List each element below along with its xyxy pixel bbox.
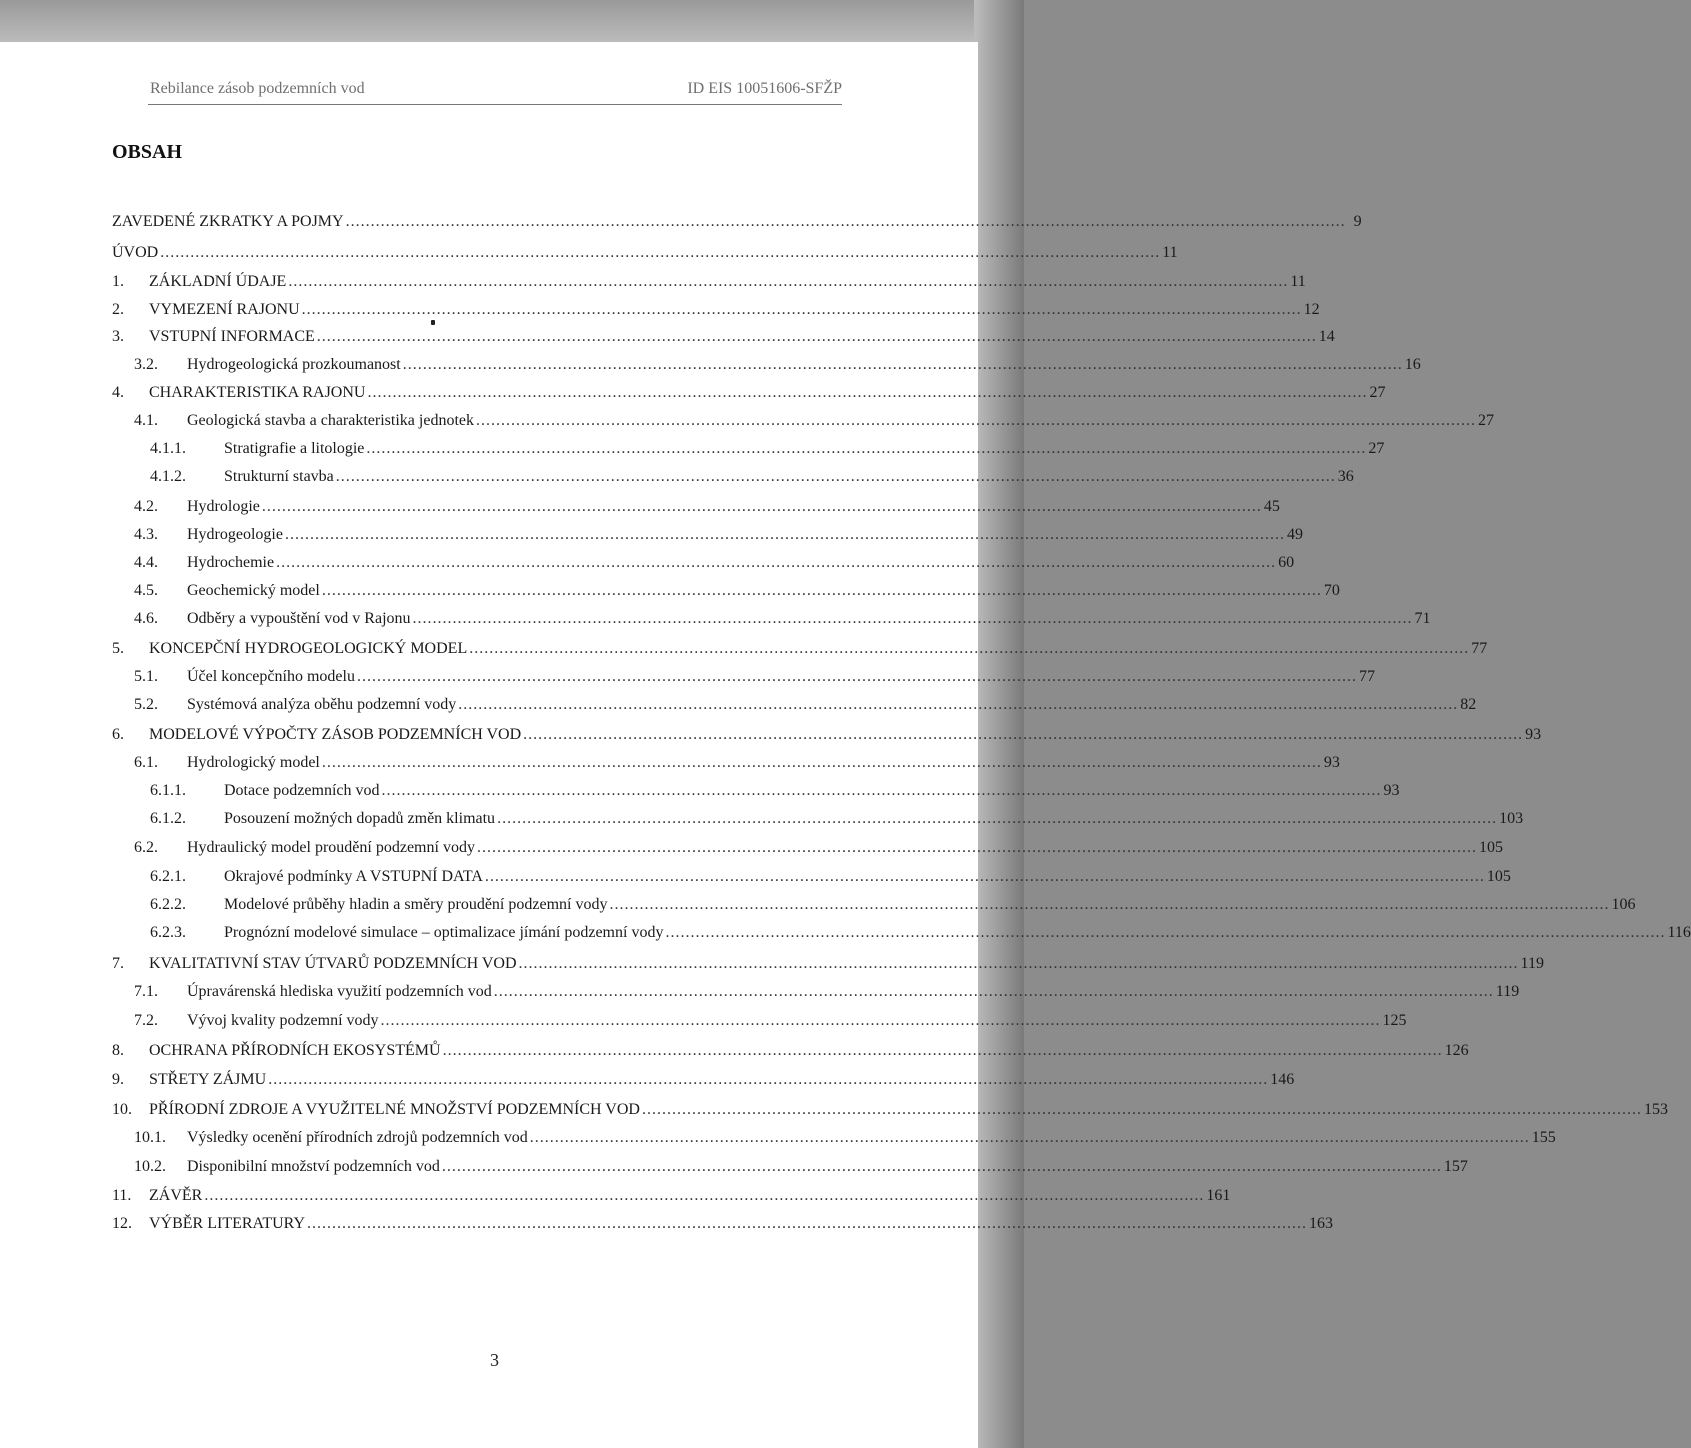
toc-leader-dots: ........................................................................................................................................................................................................	[356, 668, 1357, 685]
toc-leader-dots: ........................................................................................................................................................................................................	[268, 1071, 1269, 1088]
toc-entry[interactable]	[112, 436, 1385, 462]
toc-leader-dots: ........................................................................................................................................................................................................	[523, 726, 1524, 743]
toc-entry[interactable]	[112, 297, 1320, 323]
toc-entry-number: 6.2.3.	[150, 924, 186, 941]
toc-entry-page: 93	[1525, 726, 1542, 743]
toc-entry[interactable]	[112, 380, 1386, 406]
toc-entry-number: 7.	[112, 955, 124, 972]
toc-leader-dots: ........................................................................................................................................................................................................	[665, 924, 1666, 941]
toc-entry-number: 10.1.	[134, 1129, 166, 1146]
toc-entry-label: Hydraulický model proudění podzemní vody	[187, 839, 475, 856]
toc-leader-dots: ........................................................................................................................................................................................................	[307, 1215, 1307, 1232]
toc-entry-number: 4.1.1.	[150, 440, 186, 457]
toc-leader-dots: ........................................................................................................................................................................................................	[288, 273, 1289, 290]
running-header	[148, 78, 842, 105]
toc-leader-dots: ........................................................................................................................................................................................................	[518, 955, 1519, 972]
toc-entry-page: 105	[1478, 839, 1503, 856]
toc-entry-number: 10.	[112, 1101, 132, 1118]
toc-entry-label: VYMEZENÍ RAJONU	[149, 301, 300, 318]
toc-entry-label: KVALITATIVNÍ STAV ÚTVARŮ PODZEMNÍCH VOD	[149, 955, 517, 972]
toc-entry[interactable]	[112, 636, 1488, 662]
toc-entry[interactable]	[112, 352, 1421, 378]
toc-entry-label: STŘETY ZÁJMU	[149, 1071, 267, 1088]
toc-entry-label: PŘÍRODNÍ ZDROJE A VYUŽITELNÉ MNOŽSTVÍ PODZEMNÍCH VOD	[149, 1101, 640, 1118]
toc-entry-page: 157	[1443, 1158, 1468, 1175]
toc-entry-page: 71	[1414, 610, 1431, 627]
toc-entry-number: 4.3.	[134, 526, 158, 543]
toc-entry[interactable]	[112, 408, 1494, 434]
toc-entry-label: ÚVOD	[112, 244, 159, 261]
toc-entry-label: Hydrogeologická prozkoumanost	[187, 356, 401, 373]
toc-entry-page: 103	[1499, 810, 1524, 827]
toc-leader-dots: ........................................................................................................................................................................................................	[160, 244, 1161, 261]
toc-entry-number: 7.2.	[134, 1012, 158, 1029]
header-document-id: ID EIS 10051606-SFŽP	[687, 80, 842, 97]
toc-entry-label: ZÁKLADNÍ ÚDAJE	[149, 273, 287, 290]
toc-entry[interactable]	[112, 778, 1400, 804]
toc-entry-label: Disponibilní množství podzemních vod	[187, 1158, 440, 1175]
toc-entry-number: 5.2.	[134, 696, 158, 713]
toc-entry[interactable]	[112, 864, 1511, 890]
toc-entry-page: 126	[1444, 1042, 1469, 1059]
toc-leader-dots: ........................................................................................................................................................................................................	[261, 498, 1262, 515]
toc-entry-page: 11	[1162, 244, 1178, 261]
toc-entry-page: 163	[1309, 1215, 1333, 1232]
toc-entry-number: 4.	[112, 384, 124, 401]
toc-leader-dots: ........................................................................................................................................................................................................	[484, 868, 1485, 885]
toc-entry-number: 5.1.	[134, 668, 158, 685]
toc-entry-number: 5.	[112, 640, 124, 657]
toc-entry[interactable]	[112, 578, 1340, 604]
toc-entry-label: Výsledky ocenění přírodních zdrojů podzemních vod	[187, 1129, 528, 1146]
toc-entry[interactable]	[112, 1008, 1407, 1034]
toc-entry-page: 119	[1495, 983, 1520, 1000]
toc-entry-number: 4.4.	[134, 554, 158, 571]
toc-entry-page: 49	[1286, 526, 1303, 543]
toc-entry-page: 11	[1290, 273, 1306, 290]
toc-entry[interactable]	[112, 522, 1303, 548]
toc-entry-label: Modelové průběhy hladin a směry proudění podzemní vody	[224, 896, 608, 913]
toc-entry-number: 10.2.	[134, 1158, 166, 1175]
toc-entry-page: 153	[1643, 1101, 1668, 1118]
toc-title: OBSAH	[112, 141, 183, 163]
toc-entry-number: 2.	[112, 301, 124, 318]
toc-entry-label: OCHRANA PŘÍRODNÍCH EKOSYSTÉMŮ	[149, 1042, 441, 1059]
toc-entry-label: ZAVEDENÉ ZKRATKY A POJMY	[112, 213, 344, 230]
toc-entry[interactable]	[112, 1154, 1468, 1180]
toc-entry[interactable]	[112, 722, 1542, 748]
toc-entry-page: 9	[1353, 213, 1362, 230]
toc-entry-number: 3.2.	[134, 356, 158, 373]
toc-entry-number: 6.2.1.	[150, 868, 186, 885]
page-number: 3	[490, 1350, 499, 1370]
toc-entry-page: 93	[1323, 754, 1340, 771]
toc-entry-label: KONCEPČNÍ HYDROGEOLOGICKÝ MODEL	[149, 640, 468, 657]
toc-entry-number: 8.	[112, 1042, 124, 1059]
toc-entry-label: ZÁVĚR	[149, 1187, 203, 1204]
toc-entry-page: 119	[1520, 955, 1544, 972]
toc-entry[interactable]	[112, 750, 1340, 776]
toc-leader-dots: ........................................................................................................................................................................................................	[493, 983, 1494, 1000]
toc-entry[interactable]	[112, 240, 1178, 266]
toc-leader-dots: ........................................................................................................................................................................................................	[284, 526, 1285, 543]
toc-entry-label: Hydrologie	[187, 498, 260, 515]
toc-entry[interactable]	[112, 1211, 1333, 1237]
toc-leader-dots: ........................................................................................................................................................................................................	[276, 554, 1277, 571]
toc-entry-label: Stratigrafie a litologie	[224, 440, 365, 457]
toc-entry[interactable]	[112, 269, 1306, 295]
toc-entry-number: 6.	[112, 726, 124, 743]
toc-leader-dots: ........................................................................................................................................................................................................	[367, 384, 1368, 401]
toc-entry-number: 9.	[112, 1071, 124, 1088]
toc-entry-number: 4.5.	[134, 582, 158, 599]
toc-entry-page: 93	[1383, 782, 1400, 799]
toc-entry[interactable]	[112, 951, 1544, 977]
toc-leader-dots: ........................................................................................................................................................................................................	[316, 328, 1317, 345]
toc-entry-number: 4.6.	[134, 610, 158, 627]
toc-entry-page: 155	[1531, 1129, 1556, 1146]
toc-leader-dots: ........................................................................................................................................................................................................	[609, 896, 1610, 913]
toc-entry-label: Systémová analýza oběhu podzemní vody	[187, 696, 457, 713]
toc-entry-number: 11.	[112, 1187, 132, 1204]
toc-entry-label: VSTUPNÍ INFORMACE	[149, 328, 315, 345]
toc-entry[interactable]	[112, 806, 1524, 832]
toc-leader-dots: ........................................................................................................................................................................................................	[402, 356, 1403, 373]
toc-entry-number: 6.2.	[134, 839, 158, 856]
toc-entry-label: MODELOVÉ VÝPOČTY ZÁSOB PODZEMNÍCH VOD	[149, 726, 522, 743]
toc-entry-page: 27	[1368, 440, 1385, 457]
toc-leader-dots: ........................................................................................................................................................................................................	[345, 213, 1346, 230]
toc-entry-label: Strukturní stavba	[224, 468, 334, 485]
toc-entry-page: 106	[1611, 896, 1636, 913]
toc-leader-dots: ........................................................................................................................................................................................................	[321, 754, 1322, 771]
toc-entry-label: VÝBĚR LITERATURY	[149, 1215, 305, 1232]
toc-entry-label: Účel koncepčního modelu	[187, 668, 355, 685]
toc-entry-label: CHARAKTERISTIKA RAJONU	[149, 384, 366, 401]
toc-leader-dots: ........................................................................................................................................................................................................	[301, 301, 1302, 318]
toc-entry-page: 70	[1323, 582, 1340, 599]
toc-entry-label: Okrajové podmínky A VSTUPNÍ DATA	[224, 868, 483, 885]
toc-entry[interactable]	[112, 1097, 1668, 1123]
toc-entry-label: Vývoj kvality podzemní vody	[187, 1012, 379, 1029]
toc-entry-page: 36	[1337, 468, 1354, 485]
toc-entry-number: 3.	[112, 328, 124, 345]
toc-entry[interactable]	[112, 920, 1691, 946]
toc-entry-label: Hydrogeologie	[187, 526, 283, 543]
toc-entry-label: Prognózní modelové simulace – optimalizace jímání podzemní vody	[224, 924, 664, 941]
toc-leader-dots: ........................................................................................................................................................................................................	[641, 1101, 1642, 1118]
toc-leader-dots: ........................................................................................................................................................................................................	[204, 1187, 1205, 1204]
toc-entry-label: Hydrologický model	[187, 754, 320, 771]
toc-entry-label: Hydrochemie	[187, 554, 275, 571]
toc-entry[interactable]	[112, 835, 1503, 861]
toc-entry-number: 1.	[112, 273, 124, 290]
toc-entry-page: 105	[1486, 868, 1511, 885]
toc-entry[interactable]	[112, 209, 1362, 235]
toc-entry-number: 6.2.2.	[150, 896, 186, 913]
toc-leader-dots: ........................................................................................................................................................................................................	[458, 696, 1459, 713]
toc-entry-number: 6.1.1.	[150, 782, 186, 799]
toc-leader-dots: ........................................................................................................................................................................................................	[469, 640, 1470, 657]
toc-entry[interactable]	[112, 324, 1335, 350]
toc-entry-label: Posouzení možných dopadů změn klimatu	[224, 810, 496, 827]
header-title: Rebilance zásob podzemních vod	[150, 80, 365, 97]
toc-entry-label: Odběry a vypouštění vod v Rajonu	[187, 610, 411, 627]
toc-entry[interactable]	[112, 606, 1431, 632]
toc-entry[interactable]	[112, 1183, 1231, 1209]
toc-entry-number: 6.1.2.	[150, 810, 186, 827]
toc-entry-page: 45	[1263, 498, 1280, 515]
toc-leader-dots: ........................................................................................................................................................................................................	[476, 839, 1477, 856]
toc-leader-dots: ........................................................................................................................................................................................................	[366, 440, 1367, 457]
toc-leader-dots: ........................................................................................................................................................................................................	[381, 782, 1382, 799]
toc-entry[interactable]	[112, 979, 1520, 1005]
toc-entry-page: 82	[1460, 696, 1477, 713]
toc-entry-label: Geologická stavba a charakteristika jednotek	[187, 412, 474, 429]
toc-entry[interactable]	[112, 1067, 1295, 1093]
toc-entry-number: 4.1.2.	[150, 468, 186, 485]
toc-leader-dots: ........................................................................................................................................................................................................	[321, 582, 1322, 599]
toc-entry-page: 16	[1404, 356, 1421, 373]
toc-leader-dots: ........................................................................................................................................................................................................	[497, 810, 1498, 827]
toc-leader-dots: ........................................................................................................................................................................................................	[335, 468, 1336, 485]
toc-leader-dots: ........................................................................................................................................................................................................	[441, 1158, 1442, 1175]
toc-entry-page: 27	[1369, 384, 1386, 401]
toc-entry[interactable]	[112, 1125, 1556, 1151]
toc-entry-label: Dotace podzemních vod	[224, 782, 380, 799]
toc-entry-page: 14	[1318, 328, 1335, 345]
toc-entry-label: Geochemický model	[187, 582, 320, 599]
toc-entry[interactable]	[112, 892, 1636, 918]
toc-entry-page: 77	[1471, 640, 1488, 657]
toc-leader-dots: ........................................................................................................................................................................................................	[442, 1042, 1443, 1059]
toc-entry[interactable]	[112, 464, 1354, 490]
toc-entry-page: 116	[1667, 924, 1691, 941]
toc-entry[interactable]	[112, 494, 1280, 520]
toc-leader-dots: ........................................................................................................................................................................................................	[529, 1129, 1530, 1146]
toc-entry-number: 12.	[112, 1215, 132, 1232]
toc-entry-page: 60	[1278, 554, 1295, 571]
toc-leader-dots: ........................................................................................................................................................................................................	[476, 412, 1476, 429]
toc-entry-page: 146	[1270, 1071, 1295, 1088]
toc-entry-number: 6.1.	[134, 754, 158, 771]
toc-entry[interactable]	[112, 1038, 1469, 1064]
toc-entry-label: Úpravárenská hlediska využití podzemních vod	[187, 983, 492, 1000]
toc-entry-page: 161	[1206, 1187, 1231, 1204]
toc-entry-page: 77	[1358, 668, 1375, 685]
toc-entry-page: 125	[1382, 1012, 1407, 1029]
toc-entry-number: 4.2.	[134, 498, 158, 515]
toc-leader-dots: ........................................................................................................................................................................................................	[380, 1012, 1381, 1029]
toc-entry[interactable]	[112, 692, 1477, 718]
toc-entry-number: 7.1.	[134, 983, 158, 1000]
toc-entry-page: 27	[1478, 412, 1494, 429]
toc-entry-number: 4.1.	[134, 412, 158, 429]
toc-entry-page: 12	[1303, 301, 1320, 318]
toc-entry[interactable]	[112, 550, 1295, 576]
toc-leader-dots: ........................................................................................................................................................................................................	[412, 610, 1413, 627]
toc-entry[interactable]	[112, 664, 1375, 690]
